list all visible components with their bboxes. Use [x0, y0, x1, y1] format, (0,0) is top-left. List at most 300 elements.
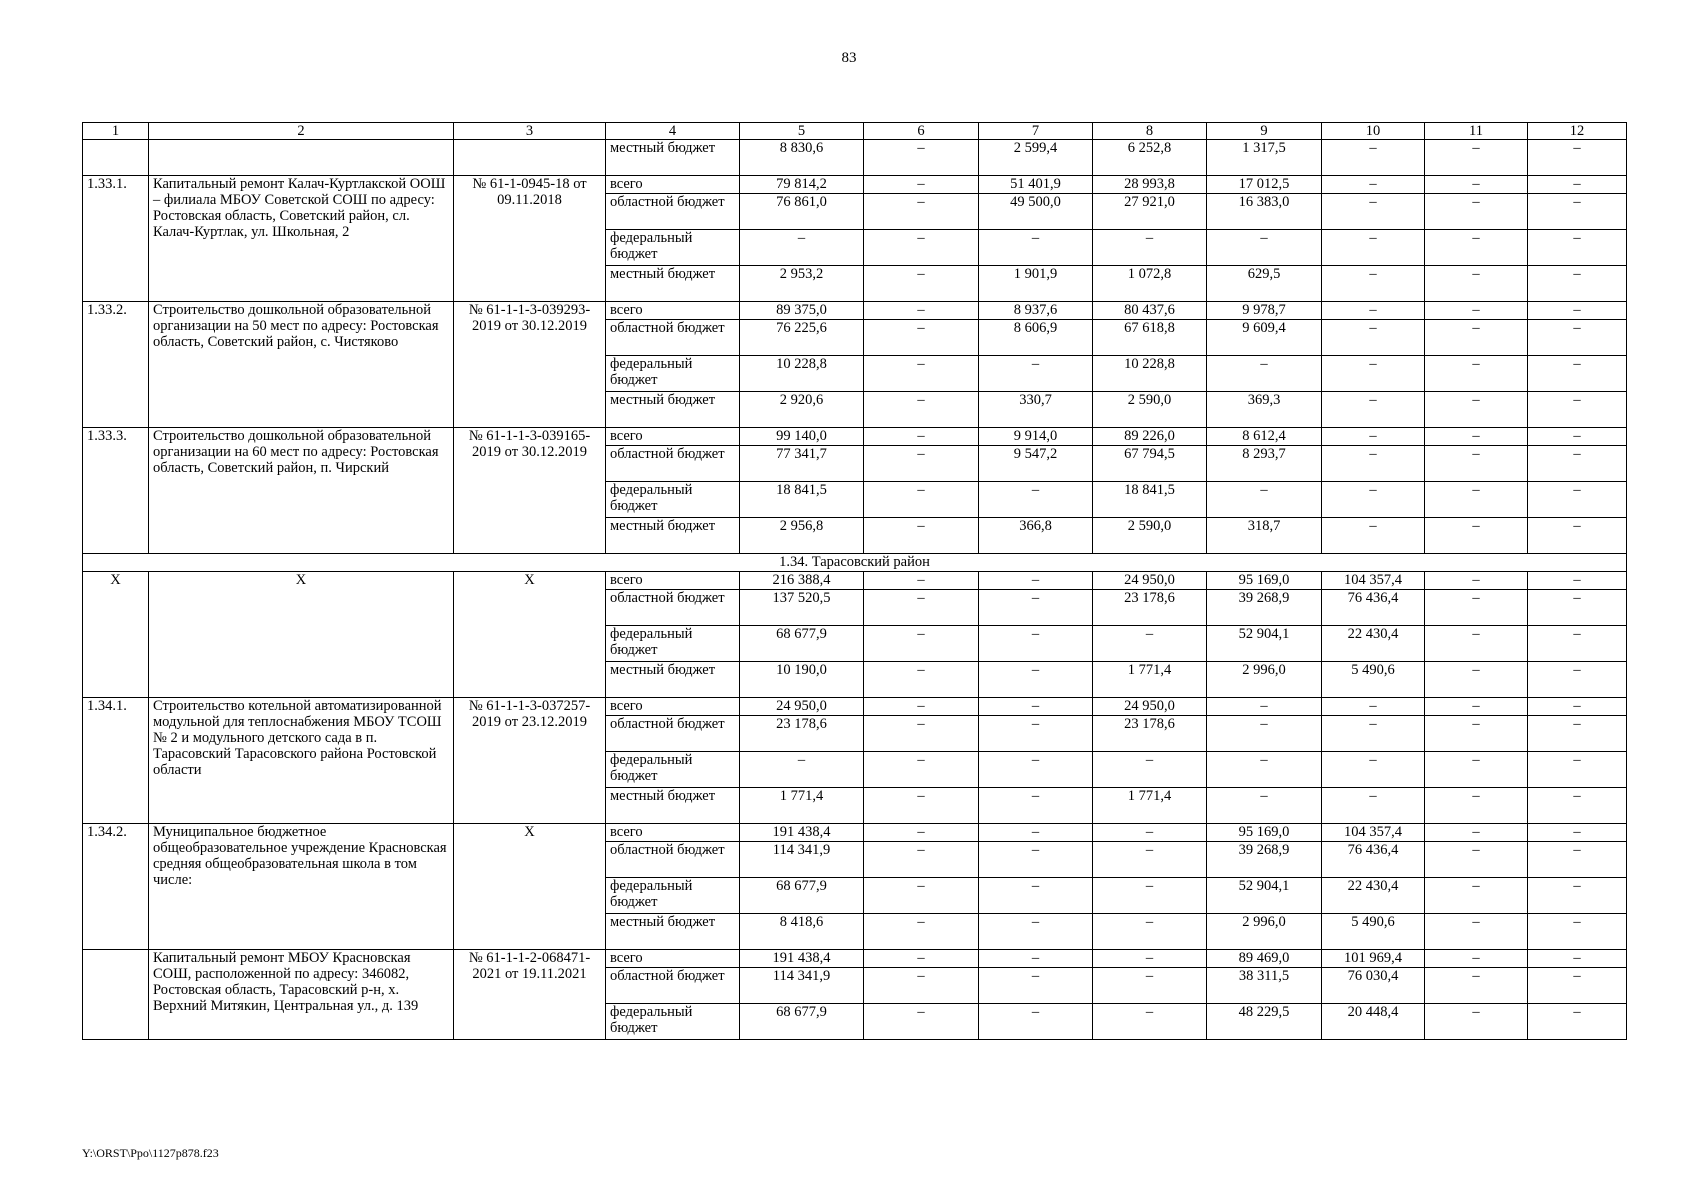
budget-type: областной бюджет [606, 968, 740, 1004]
value-cell: 191 438,4 [740, 824, 864, 842]
value-cell: – [1322, 752, 1425, 788]
value-cell: 1 317,5 [1207, 140, 1322, 176]
value-cell: – [1093, 1004, 1207, 1040]
document-number: № 61-1-1-3-037257-2019 от 23.12.2019 [454, 698, 606, 824]
value-cell: – [1425, 662, 1528, 698]
value-cell: 114 341,9 [740, 842, 864, 878]
value-cell: – [1425, 482, 1528, 518]
value-cell: 1 771,4 [1093, 788, 1207, 824]
value-cell: 9 978,7 [1207, 302, 1322, 320]
value-cell: – [864, 590, 979, 626]
value-cell: 2 996,0 [1207, 662, 1322, 698]
value-cell: – [864, 914, 979, 950]
value-cell: – [1093, 878, 1207, 914]
value-cell: – [1093, 842, 1207, 878]
value-cell: – [979, 572, 1093, 590]
value-cell: – [1322, 356, 1425, 392]
value-cell: 101 969,4 [1322, 950, 1425, 968]
value-cell: – [1322, 176, 1425, 194]
value-cell: – [979, 356, 1093, 392]
value-cell: – [864, 842, 979, 878]
value-cell: 20 448,4 [1322, 1004, 1425, 1040]
value-cell: 1 072,8 [1093, 266, 1207, 302]
table-row [83, 428, 1627, 446]
budget-type: местный бюджет [606, 788, 740, 824]
value-cell: – [864, 140, 979, 176]
value-cell: – [1207, 230, 1322, 266]
value-cell: 51 401,9 [979, 176, 1093, 194]
value-cell: 9 609,4 [1207, 320, 1322, 356]
value-cell: 2 956,8 [740, 518, 864, 554]
value-cell: 22 430,4 [1322, 626, 1425, 662]
value-cell: 27 921,0 [1093, 194, 1207, 230]
value-cell: – [1425, 176, 1528, 194]
budget-type: федеральный бюджет [606, 482, 740, 518]
budget-type: областной бюджет [606, 842, 740, 878]
value-cell: – [1528, 572, 1627, 590]
value-cell: 89 469,0 [1207, 950, 1322, 968]
budget-type: федеральный бюджет [606, 230, 740, 266]
value-cell: 23 178,6 [740, 716, 864, 752]
column-header: 8 [1093, 123, 1207, 140]
budget-table [82, 122, 1627, 1040]
value-cell: – [979, 662, 1093, 698]
value-cell: – [1322, 482, 1425, 518]
value-cell: – [1322, 698, 1425, 716]
value-cell: 9 547,2 [979, 446, 1093, 482]
value-cell: – [864, 356, 979, 392]
value-cell: 10 228,8 [1093, 356, 1207, 392]
value-cell: – [979, 626, 1093, 662]
column-header: 7 [979, 123, 1093, 140]
section-header-row [83, 554, 1627, 572]
value-cell: 330,7 [979, 392, 1093, 428]
value-cell: – [979, 230, 1093, 266]
value-cell: – [1528, 392, 1627, 428]
value-cell: 5 490,6 [1322, 914, 1425, 950]
value-cell: – [1425, 968, 1528, 1004]
value-cell: – [1093, 950, 1207, 968]
cell-empty [149, 140, 454, 176]
value-cell: – [1425, 914, 1528, 950]
value-cell: 191 438,4 [740, 950, 864, 968]
value-cell: – [1528, 320, 1627, 356]
value-cell: – [1322, 266, 1425, 302]
budget-type: областной бюджет [606, 590, 740, 626]
value-cell: – [1528, 176, 1627, 194]
page-number: 83 [841, 50, 857, 66]
value-cell: – [864, 626, 979, 662]
budget-type: всего [606, 428, 740, 446]
item-number: X [83, 572, 149, 698]
value-cell: – [1528, 950, 1627, 968]
value-cell: – [979, 878, 1093, 914]
value-cell: 89 226,0 [1093, 428, 1207, 446]
item-number: 1.33.2. [83, 302, 149, 428]
value-cell: 76 030,4 [1322, 968, 1425, 1004]
value-cell: – [1425, 320, 1528, 356]
value-cell: – [864, 482, 979, 518]
budget-type: областной бюджет [606, 446, 740, 482]
value-cell: – [979, 698, 1093, 716]
value-cell: – [864, 230, 979, 266]
value-cell: – [864, 698, 979, 716]
value-cell: – [1425, 428, 1528, 446]
column-header: 12 [1528, 123, 1627, 140]
item-name: Капитальный ремонт МБОУ Красновская СОШ, расположенной по адресу: 346082, Ростовская область, Тарасовский р-н, х. Верхний Митякин, Центральная ул., д. 139 [149, 950, 454, 1040]
value-cell: – [864, 950, 979, 968]
value-cell: – [864, 320, 979, 356]
document-number: X [454, 572, 606, 698]
value-cell: – [1528, 356, 1627, 392]
column-header: 5 [740, 123, 864, 140]
value-cell: 2 920,6 [740, 392, 864, 428]
value-cell: – [864, 428, 979, 446]
item-number: 1.33.3. [83, 428, 149, 554]
document-number: № 61-1-1-3-039165-2019 от 30.12.2019 [454, 428, 606, 554]
table-row [83, 572, 1627, 590]
value-cell: – [1528, 716, 1627, 752]
value-cell: 52 904,1 [1207, 878, 1322, 914]
value-cell: – [1322, 194, 1425, 230]
column-header: 2 [149, 123, 454, 140]
value-cell: – [1322, 716, 1425, 752]
value-cell: – [1322, 428, 1425, 446]
value-cell: – [1528, 194, 1627, 230]
value-cell: – [1425, 1004, 1528, 1040]
value-cell: 2 590,0 [1093, 518, 1207, 554]
value-cell: – [1425, 698, 1528, 716]
value-cell: – [1528, 518, 1627, 554]
value-cell: – [1425, 446, 1528, 482]
value-cell: 18 841,5 [1093, 482, 1207, 518]
budget-type: федеральный бюджет [606, 752, 740, 788]
value-cell: – [1093, 752, 1207, 788]
value-cell: 52 904,1 [1207, 626, 1322, 662]
value-cell: – [1425, 572, 1528, 590]
value-cell: 216 388,4 [740, 572, 864, 590]
budget-type: местный бюджет [606, 662, 740, 698]
value-cell: – [1425, 824, 1528, 842]
value-cell: – [1207, 788, 1322, 824]
value-cell: – [1425, 716, 1528, 752]
value-cell: 10 190,0 [740, 662, 864, 698]
file-path-footer: Y:\ORST\Ppo\1127p878.f23 [82, 1146, 219, 1160]
column-header: 10 [1322, 123, 1425, 140]
value-cell: 5 490,6 [1322, 662, 1425, 698]
value-cell: – [1425, 950, 1528, 968]
item-number [83, 950, 149, 1040]
value-cell: – [1528, 698, 1627, 716]
item-name: Строительство дошкольной образовательной организации на 60 мест по адресу: Ростовская область, Советский район, п. Чирский [149, 428, 454, 554]
value-cell: 2 599,4 [979, 140, 1093, 176]
value-cell: – [1093, 914, 1207, 950]
budget-type: местный бюджет [606, 140, 740, 176]
value-cell: – [864, 662, 979, 698]
value-cell: – [1425, 230, 1528, 266]
value-cell: – [1528, 662, 1627, 698]
table-row [83, 950, 1627, 968]
value-cell: – [1425, 392, 1528, 428]
value-cell: – [1093, 230, 1207, 266]
column-header: 9 [1207, 123, 1322, 140]
column-header: 3 [454, 123, 606, 140]
value-cell: 24 950,0 [1093, 698, 1207, 716]
budget-type: областной бюджет [606, 194, 740, 230]
value-cell: 68 677,9 [740, 1004, 864, 1040]
item-number: 1.34.1. [83, 698, 149, 824]
value-cell: 114 341,9 [740, 968, 864, 1004]
column-header-row [83, 123, 1627, 140]
budget-type: местный бюджет [606, 518, 740, 554]
value-cell: – [864, 878, 979, 914]
budget-type: федеральный бюджет [606, 1004, 740, 1040]
value-cell: – [864, 824, 979, 842]
value-cell: – [1528, 230, 1627, 266]
value-cell: – [1425, 788, 1528, 824]
value-cell: – [864, 176, 979, 194]
item-name: Капитальный ремонт Калач-Куртлакской ООШ – филиала МБОУ Советской СОШ по адресу: Ростовская область, Советский район, сл. Калач-Куртлак, ул. Школьная, 2 [149, 176, 454, 302]
value-cell: – [1528, 626, 1627, 662]
value-cell: – [979, 752, 1093, 788]
value-cell: – [1207, 752, 1322, 788]
value-cell: 366,8 [979, 518, 1093, 554]
value-cell: 28 993,8 [1093, 176, 1207, 194]
value-cell: 76 436,4 [1322, 590, 1425, 626]
value-cell: – [1528, 266, 1627, 302]
value-cell: 8 612,4 [1207, 428, 1322, 446]
value-cell: – [1322, 446, 1425, 482]
value-cell: 8 937,6 [979, 302, 1093, 320]
table-row [83, 698, 1627, 716]
value-cell: 17 012,5 [1207, 176, 1322, 194]
value-cell: – [1322, 320, 1425, 356]
value-cell: 1 771,4 [1093, 662, 1207, 698]
value-cell: 68 677,9 [740, 626, 864, 662]
cell-empty [454, 140, 606, 176]
value-cell: – [864, 572, 979, 590]
value-cell: – [1425, 266, 1528, 302]
value-cell: 137 520,5 [740, 590, 864, 626]
value-cell: 80 437,6 [1093, 302, 1207, 320]
value-cell: – [1528, 878, 1627, 914]
value-cell: 2 953,2 [740, 266, 864, 302]
value-cell: 1 901,9 [979, 266, 1093, 302]
value-cell: – [979, 716, 1093, 752]
value-cell: 95 169,0 [1207, 572, 1322, 590]
value-cell: – [1322, 140, 1425, 176]
value-cell: – [1425, 626, 1528, 662]
value-cell: – [1425, 842, 1528, 878]
value-cell: 24 950,0 [1093, 572, 1207, 590]
value-cell: – [1425, 878, 1528, 914]
value-cell: 23 178,6 [1093, 590, 1207, 626]
value-cell: 67 794,5 [1093, 446, 1207, 482]
value-cell: – [1093, 968, 1207, 1004]
value-cell: – [979, 842, 1093, 878]
value-cell: 1 771,4 [740, 788, 864, 824]
value-cell: 89 375,0 [740, 302, 864, 320]
value-cell: 18 841,5 [740, 482, 864, 518]
budget-type: всего [606, 176, 740, 194]
value-cell: – [1528, 590, 1627, 626]
value-cell: 76 436,4 [1322, 842, 1425, 878]
value-cell: – [1528, 788, 1627, 824]
value-cell: 39 268,9 [1207, 590, 1322, 626]
column-header: 11 [1425, 123, 1528, 140]
value-cell: 68 677,9 [740, 878, 864, 914]
budget-type: всего [606, 698, 740, 716]
value-cell: – [1425, 302, 1528, 320]
value-cell: 8 418,6 [740, 914, 864, 950]
document-number: X [454, 824, 606, 950]
item-name: Строительство дошкольной образовательной организации на 50 мест по адресу: Ростовская область, Советский район, с. Чистяково [149, 302, 454, 428]
value-cell: 38 311,5 [1207, 968, 1322, 1004]
value-cell: – [1528, 140, 1627, 176]
value-cell: – [1207, 356, 1322, 392]
value-cell: – [1528, 482, 1627, 518]
value-cell: – [864, 446, 979, 482]
table-row [83, 176, 1627, 194]
value-cell: – [1322, 518, 1425, 554]
item-number: 1.33.1. [83, 176, 149, 302]
column-header: 4 [606, 123, 740, 140]
table-row [83, 824, 1627, 842]
value-cell: – [740, 752, 864, 788]
value-cell: 2 590,0 [1093, 392, 1207, 428]
value-cell: – [1425, 356, 1528, 392]
cell-empty [83, 140, 149, 176]
value-cell: 76 225,6 [740, 320, 864, 356]
value-cell: 23 178,6 [1093, 716, 1207, 752]
value-cell: – [864, 968, 979, 1004]
value-cell: 39 268,9 [1207, 842, 1322, 878]
value-cell: – [1528, 914, 1627, 950]
value-cell: – [864, 392, 979, 428]
document-number: № 61-1-1-3-039293-2019 от 30.12.2019 [454, 302, 606, 428]
item-name: Строительство котельной автоматизированной модульной для теплоснабжения МБОУ ТСОШ № 2 и модульного детского сада в п. Тарасовский Тарасовского района Ростовской области [149, 698, 454, 824]
value-cell: – [864, 194, 979, 230]
value-cell: 104 357,4 [1322, 572, 1425, 590]
value-cell: 6 252,8 [1093, 140, 1207, 176]
value-cell: – [1425, 140, 1528, 176]
value-cell: 369,3 [1207, 392, 1322, 428]
budget-type: федеральный бюджет [606, 878, 740, 914]
value-cell: – [864, 1004, 979, 1040]
value-cell: – [864, 716, 979, 752]
budget-type: всего [606, 950, 740, 968]
value-cell: 8 830,6 [740, 140, 864, 176]
value-cell: – [1322, 302, 1425, 320]
value-cell: 95 169,0 [1207, 824, 1322, 842]
value-cell: 2 996,0 [1207, 914, 1322, 950]
value-cell: – [864, 266, 979, 302]
budget-type: федеральный бюджет [606, 626, 740, 662]
value-cell: – [979, 914, 1093, 950]
value-cell: – [1207, 698, 1322, 716]
value-cell: 49 500,0 [979, 194, 1093, 230]
budget-type: местный бюджет [606, 392, 740, 428]
value-cell: – [1207, 482, 1322, 518]
value-cell: 22 430,4 [1322, 878, 1425, 914]
value-cell: – [1528, 446, 1627, 482]
value-cell: – [1425, 518, 1528, 554]
value-cell: – [1528, 1004, 1627, 1040]
value-cell: – [1528, 842, 1627, 878]
value-cell: – [979, 950, 1093, 968]
budget-type: областной бюджет [606, 320, 740, 356]
value-cell: 67 618,8 [1093, 320, 1207, 356]
value-cell: – [979, 824, 1093, 842]
value-cell: – [1425, 194, 1528, 230]
value-cell: 10 228,8 [740, 356, 864, 392]
budget-type: местный бюджет [606, 266, 740, 302]
value-cell: – [1528, 824, 1627, 842]
value-cell: – [979, 968, 1093, 1004]
item-name: X [149, 572, 454, 698]
value-cell: – [1093, 824, 1207, 842]
item-name: Муниципальное бюджетное общеобразовательное учреждение Красновская средняя общеобразовательная школа в том числе: [149, 824, 454, 950]
item-number: 1.34.2. [83, 824, 149, 950]
value-cell: 8 606,9 [979, 320, 1093, 356]
value-cell: – [979, 788, 1093, 824]
value-cell: 9 914,0 [979, 428, 1093, 446]
value-cell: – [1322, 392, 1425, 428]
budget-type: областной бюджет [606, 716, 740, 752]
column-header: 6 [864, 123, 979, 140]
value-cell: 629,5 [1207, 266, 1322, 302]
value-cell: – [1528, 302, 1627, 320]
value-cell: – [864, 788, 979, 824]
value-cell: – [979, 482, 1093, 518]
budget-type: всего [606, 302, 740, 320]
value-cell: 318,7 [1207, 518, 1322, 554]
value-cell: – [864, 752, 979, 788]
value-cell: – [1528, 752, 1627, 788]
value-cell: – [1093, 626, 1207, 662]
value-cell: – [864, 302, 979, 320]
budget-type: местный бюджет [606, 914, 740, 950]
value-cell: 8 293,7 [1207, 446, 1322, 482]
table-row [83, 140, 1627, 176]
document-number: № 61-1-1-2-068471-2021 от 19.11.2021 [454, 950, 606, 1040]
value-cell: – [1528, 428, 1627, 446]
section-title: 1.34. Тарасовский район [83, 554, 1627, 572]
value-cell: 76 861,0 [740, 194, 864, 230]
value-cell: – [979, 590, 1093, 626]
value-cell: – [740, 230, 864, 266]
value-cell: – [1322, 230, 1425, 266]
budget-type: всего [606, 572, 740, 590]
budget-type: федеральный бюджет [606, 356, 740, 392]
value-cell: – [1528, 968, 1627, 1004]
value-cell: – [1425, 590, 1528, 626]
value-cell: – [864, 518, 979, 554]
document-number: № 61-1-0945-18 от 09.11.2018 [454, 176, 606, 302]
column-header: 1 [83, 123, 149, 140]
value-cell: – [1425, 752, 1528, 788]
value-cell: 104 357,4 [1322, 824, 1425, 842]
value-cell: 77 341,7 [740, 446, 864, 482]
value-cell: 99 140,0 [740, 428, 864, 446]
value-cell: – [979, 1004, 1093, 1040]
value-cell: 79 814,2 [740, 176, 864, 194]
value-cell: – [1322, 788, 1425, 824]
value-cell: – [1207, 716, 1322, 752]
table-row [83, 302, 1627, 320]
value-cell: 24 950,0 [740, 698, 864, 716]
budget-type: всего [606, 824, 740, 842]
